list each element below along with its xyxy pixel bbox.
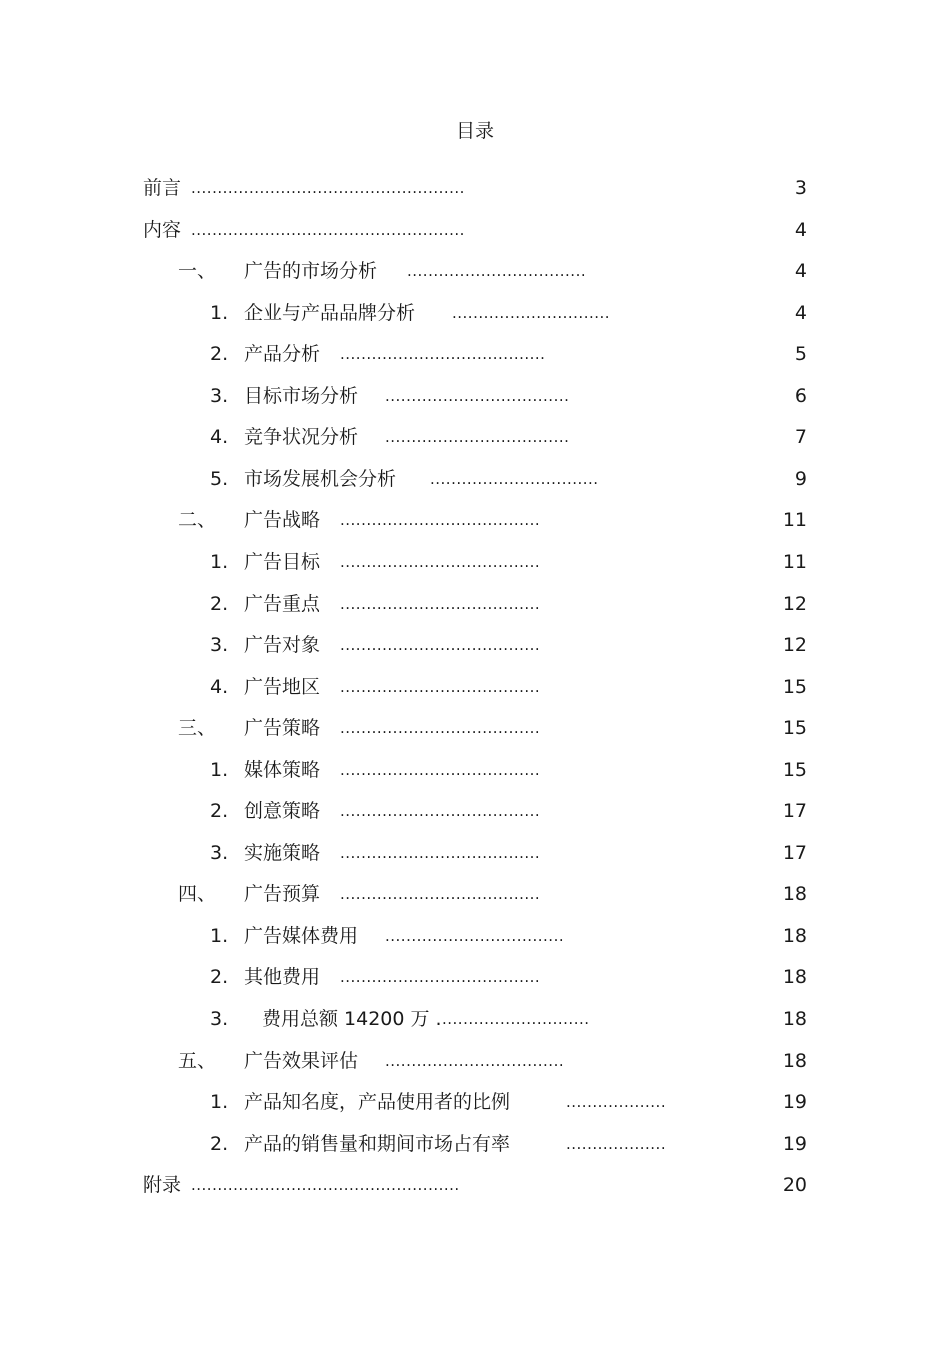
toc-entry-leader: ................................... [385, 428, 570, 447]
toc-entry[interactable] [0, 1006, 950, 1032]
toc-entry[interactable] [0, 591, 950, 617]
toc-entry-number: 3. [210, 1008, 229, 1030]
toc-entry-label: 竞争状况分析 [244, 426, 359, 449]
toc-entry-number: 5. [210, 467, 229, 490]
toc-entry[interactable] [0, 1131, 950, 1157]
toc-entry-leader: ...................................... [340, 760, 541, 779]
toc-entry-label: 媒体策略 [244, 758, 321, 781]
toc-entry-page: 18 [782, 1049, 807, 1072]
toc-entry[interactable] [0, 674, 950, 700]
toc-entry-leader: .............................. [452, 303, 611, 322]
toc-entry-label: 广告战略 [244, 509, 321, 532]
toc-entry-page: 17 [782, 841, 807, 864]
toc-entry[interactable] [0, 964, 950, 990]
toc-entry-label: 广告重点 [244, 592, 321, 615]
toc-entry-label: 前言 [143, 177, 182, 199]
toc-entry-page: 7 [794, 426, 807, 449]
toc-entry[interactable] [0, 757, 950, 783]
toc-entry-page: 18 [782, 1008, 807, 1030]
toc-entry-label: 附录 [143, 1174, 182, 1197]
toc-entry-leader: .................................. [385, 1051, 565, 1070]
toc-entry[interactable] [0, 840, 950, 866]
toc-entry-label: 创意策略 [244, 800, 321, 823]
toc-entry-leader: ...................................... [340, 719, 541, 738]
toc-entry-number: 1. [210, 550, 229, 573]
toc-entry-label: 产品的销售量和期间市场占有率 [244, 1132, 511, 1155]
toc-entry-number: 一、 [178, 260, 217, 283]
toc-entry-leader: ...................................... [340, 843, 541, 862]
toc-entry[interactable] [0, 341, 950, 367]
toc-entry-number: 3. [210, 841, 229, 864]
toc-entry-page: 18 [782, 883, 807, 906]
toc-entry-leader: ................... [566, 1093, 667, 1112]
toc-entry-page: 19 [782, 1091, 807, 1114]
toc-entry-leader: ............................ [442, 1010, 590, 1028]
toc-entry[interactable] [0, 632, 950, 658]
toc-entry-page: 11 [782, 509, 807, 532]
toc-entry-leader: ...................................... [340, 802, 541, 821]
toc-entry[interactable] [0, 1089, 950, 1115]
toc-entry-number: 1. [210, 758, 229, 781]
toc-entry-number: 二、 [178, 509, 217, 532]
toc-entry[interactable] [0, 798, 950, 824]
toc-entry-number: 3. [210, 384, 229, 407]
toc-entry-page: 9 [794, 467, 807, 490]
toc-entry[interactable] [0, 175, 950, 201]
toc-entry-number: 4. [210, 675, 229, 698]
toc-entry-leader: ...................................... [340, 885, 541, 904]
toc-entry[interactable] [0, 923, 950, 949]
toc-entry-leader: .................................. [407, 262, 587, 281]
toc-entry-leader: ...................................... [340, 552, 541, 571]
toc-entry-number: 2. [210, 800, 229, 823]
toc-entry-label: 广告对象 [244, 634, 321, 657]
toc-entry-leader: ....................................... [340, 345, 546, 364]
toc-entry-number: 3. [210, 634, 229, 657]
toc-entry-leader: .................................. [385, 926, 565, 945]
toc-entry-page: 18 [782, 966, 807, 989]
toc-entry[interactable] [0, 383, 950, 409]
toc-entry-page: 4 [794, 260, 807, 283]
toc-entry[interactable] [0, 881, 950, 907]
page-title: 目录 [455, 120, 494, 142]
toc-entry[interactable] [0, 715, 950, 741]
toc-entry-number: 1. [210, 301, 229, 324]
toc-entry-page: 19 [782, 1132, 807, 1155]
toc-entry-leader: ................................... [385, 386, 570, 405]
toc-entry-number: 2. [210, 592, 229, 615]
toc-entry-label: 广告效果评估 [244, 1049, 359, 1072]
toc-entry-number: 2. [210, 966, 229, 989]
toc-entry[interactable] [0, 424, 950, 450]
toc-entry-label: 目标市场分析 [244, 384, 359, 407]
toc-entry-page: 20 [782, 1174, 807, 1197]
toc-entry-leader: ................... [566, 1134, 667, 1153]
toc-entry-number: 2. [210, 1132, 229, 1155]
toc-entry-page: 3 [794, 177, 807, 199]
toc-entry-label: 实施策略 [244, 841, 321, 864]
toc-entry-page: 12 [782, 592, 807, 615]
toc-entry-number: 2. [210, 343, 229, 366]
toc-entry-page: 18 [782, 924, 807, 947]
toc-entry-leader: ...................................... [340, 511, 541, 530]
toc-entry-page: 15 [782, 675, 807, 698]
toc-entry-label: 产品分析 [244, 343, 321, 366]
toc-entry-number: 四、 [178, 883, 217, 906]
toc-entry-page: 6 [794, 384, 807, 407]
toc-entry-leader: ...................................... [340, 677, 541, 696]
toc-entry-label: 广告媒体费用 [244, 924, 359, 947]
toc-entry-page: 4 [794, 301, 807, 324]
toc-entry-label: 产品知名度，产品使用者的比例 [244, 1091, 511, 1114]
toc-entry-page: 5 [794, 343, 807, 366]
toc-entry-label: 广告地区 [244, 675, 321, 698]
toc-entry-number: 三、 [178, 717, 217, 740]
toc-entry-page: 4 [794, 218, 807, 241]
toc-entry[interactable] [0, 258, 950, 284]
toc-entry-label: 广告的市场分析 [244, 260, 378, 283]
toc-entry-label: 企业与产品品牌分析 [244, 301, 416, 324]
toc-entry-label: 费用总额 14200 万 . [262, 1008, 442, 1030]
toc-entry-page: 11 [782, 550, 807, 573]
toc-entry[interactable] [0, 549, 950, 575]
toc-entry-label: 其他费用 [244, 966, 321, 989]
toc-entry[interactable] [0, 1048, 950, 1074]
toc-entry-leader: ................................ [430, 469, 599, 488]
toc-entry-number: 1. [210, 924, 229, 947]
toc-entry-label: 广告目标 [244, 550, 321, 573]
toc-entry-label: 广告策略 [244, 717, 321, 740]
toc-entry-page: 15 [782, 717, 807, 740]
toc-entry[interactable] [0, 1172, 950, 1198]
toc-entry[interactable] [0, 217, 950, 243]
toc-entry[interactable] [0, 300, 950, 326]
toc-entry-page: 17 [782, 800, 807, 823]
toc-entry[interactable] [0, 466, 950, 492]
toc-entry-number: 1. [210, 1091, 229, 1114]
toc-entry-label: 内容 [143, 218, 182, 241]
toc-entry[interactable] [0, 507, 950, 533]
toc-entry-leader: ................................................... [191, 1176, 460, 1195]
toc-entry-leader: ...................................... [340, 968, 541, 987]
toc-entry-page: 15 [782, 758, 807, 781]
toc-entry-number: 4. [210, 426, 229, 449]
toc-entry-label: 市场发展机会分析 [244, 467, 397, 490]
toc-entry-number: 五、 [178, 1049, 217, 1072]
toc-entry-leader: .................................................... [191, 220, 465, 239]
toc-entry-page: 12 [782, 634, 807, 657]
toc-entry-label: 广告预算 [244, 883, 321, 906]
toc-entry-leader: .................................................... [191, 179, 465, 197]
toc-entry-leader: ...................................... [340, 594, 541, 613]
toc-entry-leader: ...................................... [340, 636, 541, 655]
